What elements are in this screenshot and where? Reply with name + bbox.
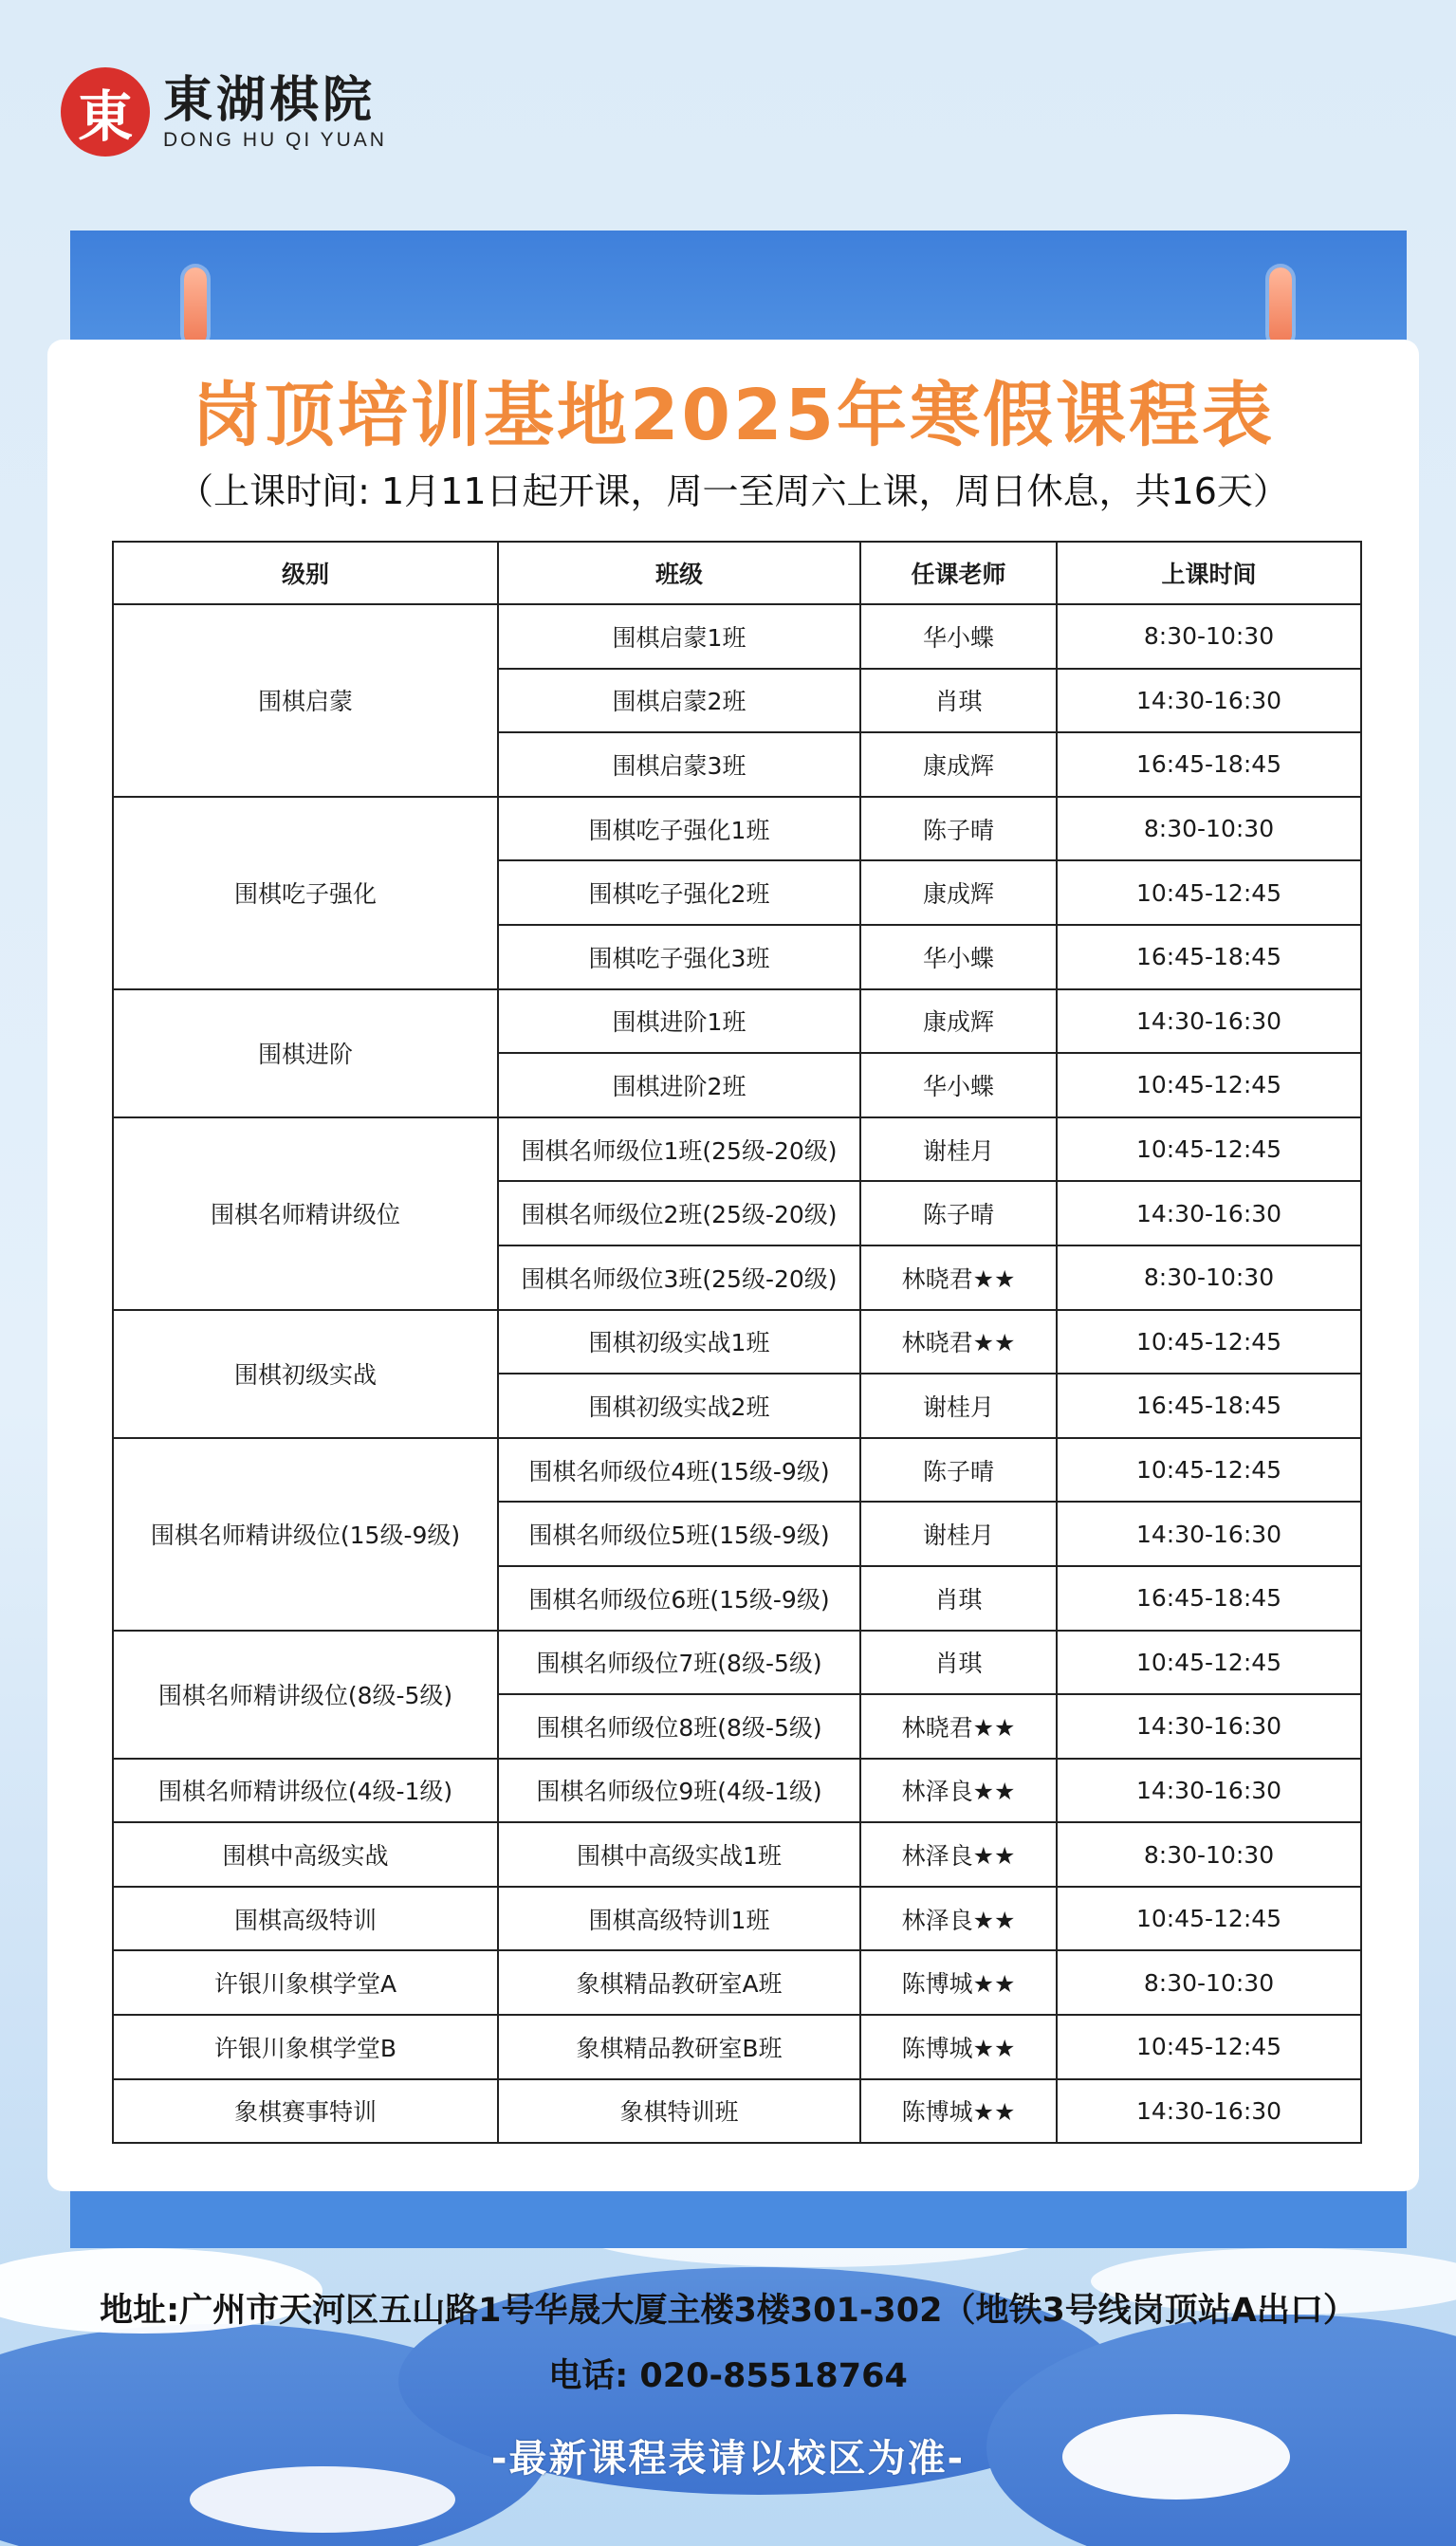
time-cell: 8:30-10:30 (1057, 604, 1361, 669)
class-cell: 围棋名师级位6班(15级-9级) (498, 1566, 860, 1631)
time-cell: 10:45-12:45 (1057, 1631, 1361, 1695)
teacher-cell: 华小蝶 (860, 1053, 1057, 1117)
logo-name-cn: 東湖棋院 (163, 71, 377, 129)
teacher-cell: 肖琪 (860, 1631, 1057, 1695)
teacher-cell: 陈博城★★ (860, 2079, 1057, 2144)
schedule-table (112, 541, 1362, 2144)
level-cell: 象棋赛事特训 (113, 2079, 498, 2144)
teacher-cell: 康成辉 (860, 732, 1057, 797)
time-cell: 14:30-16:30 (1057, 1502, 1361, 1566)
table-row (113, 1887, 1361, 1951)
level-cell: 许银川象棋学堂A (113, 1950, 498, 2015)
teacher-cell: 陈子晴 (860, 797, 1057, 861)
class-cell: 围棋启蒙2班 (498, 669, 860, 733)
class-cell: 围棋名师级位2班(25级-20级) (498, 1181, 860, 1245)
level-cell: 围棋名师精讲级位(15级-9级) (113, 1438, 498, 1631)
time-cell: 8:30-10:30 (1057, 1245, 1361, 1310)
time-cell: 14:30-16:30 (1057, 2079, 1361, 2144)
level-cell: 围棋启蒙 (113, 604, 498, 797)
teacher-cell: 康成辉 (860, 989, 1057, 1054)
time-cell: 16:45-18:45 (1057, 732, 1361, 797)
teacher-cell: 林晓君★★ (860, 1310, 1057, 1374)
schedule-card (47, 340, 1419, 2191)
table-row (113, 604, 1361, 669)
class-cell: 围棋初级实战2班 (498, 1374, 860, 1438)
table-row (113, 2079, 1361, 2144)
teacher-cell: 林晓君★★ (860, 1694, 1057, 1759)
table-row (113, 1759, 1361, 1823)
teacher-cell: 陈子晴 (860, 1438, 1057, 1503)
class-cell: 围棋名师级位8班(8级-5级) (498, 1694, 860, 1759)
class-cell: 围棋高级特训1班 (498, 1887, 860, 1951)
phone-text: 电话: 020-85518764 (548, 2357, 908, 2395)
class-cell: 围棋名师级位4班(15级-9级) (498, 1438, 860, 1503)
time-cell: 14:30-16:30 (1057, 669, 1361, 733)
time-cell: 10:45-12:45 (1057, 860, 1361, 925)
teacher-cell: 陈博城★★ (860, 1950, 1057, 2015)
time-cell: 16:45-18:45 (1057, 925, 1361, 989)
header-level: 级别 (113, 542, 498, 604)
teacher-cell: 谢桂月 (860, 1374, 1057, 1438)
class-cell: 围棋名师级位9班(4级-1级) (498, 1759, 860, 1823)
time-cell: 8:30-10:30 (1057, 797, 1361, 861)
time-cell: 14:30-16:30 (1057, 989, 1361, 1054)
table-row (113, 1822, 1361, 1887)
class-cell: 围棋进阶1班 (498, 989, 860, 1054)
teacher-cell: 肖琪 (860, 1566, 1057, 1631)
teacher-cell: 华小蝶 (860, 925, 1057, 989)
level-cell: 围棋名师精讲级位 (113, 1117, 498, 1310)
class-cell: 围棋进阶2班 (498, 1053, 860, 1117)
teacher-cell: 林泽良★★ (860, 1887, 1057, 1951)
class-cell: 围棋名师级位1班(25级-20级) (498, 1117, 860, 1182)
header-teacher: 任课老师 (860, 542, 1057, 604)
class-cell: 围棋初级实战1班 (498, 1310, 860, 1374)
header-time: 上课时间 (1057, 542, 1361, 604)
class-cell: 围棋吃子强化1班 (498, 797, 860, 861)
level-cell: 围棋进阶 (113, 989, 498, 1117)
header-class: 班级 (498, 542, 860, 604)
table-header-row (113, 542, 1361, 604)
class-cell: 象棋精品教研室A班 (498, 1950, 860, 2015)
table-row (113, 797, 1361, 861)
class-cell: 象棋特训班 (498, 2079, 860, 2144)
table-row (113, 989, 1361, 1054)
class-cell: 象棋精品教研室B班 (498, 2015, 860, 2079)
time-cell: 10:45-12:45 (1057, 1053, 1361, 1117)
page-subtitle: （上课时间: 1月11日起开课，周一至周六上课，周日休息，共16天） (177, 470, 1289, 512)
time-cell: 16:45-18:45 (1057, 1374, 1361, 1438)
table-row (113, 1631, 1361, 1695)
teacher-cell: 康成辉 (860, 860, 1057, 925)
time-cell: 8:30-10:30 (1057, 1822, 1361, 1887)
table-row (113, 1310, 1361, 1374)
schedule-note: -最新课程表请以校区为准- (490, 2437, 966, 2481)
class-cell: 围棋吃子强化2班 (498, 860, 860, 925)
table-row (113, 1117, 1361, 1182)
class-cell: 围棋名师级位3班(25级-20级) (498, 1245, 860, 1310)
time-cell: 16:45-18:45 (1057, 1566, 1361, 1631)
logo (61, 65, 387, 159)
class-cell: 围棋中高级实战1班 (498, 1822, 860, 1887)
class-cell: 围棋吃子强化3班 (498, 925, 860, 989)
teacher-cell: 肖琪 (860, 669, 1057, 733)
class-cell: 围棋名师级位7班(8级-5级) (498, 1631, 860, 1695)
time-cell: 10:45-12:45 (1057, 1438, 1361, 1503)
time-cell: 14:30-16:30 (1057, 1759, 1361, 1823)
time-cell: 10:45-12:45 (1057, 1887, 1361, 1951)
time-cell: 14:30-16:30 (1057, 1694, 1361, 1759)
time-cell: 10:45-12:45 (1057, 1310, 1361, 1374)
time-cell: 8:30-10:30 (1057, 1950, 1361, 2015)
teacher-cell: 陈子晴 (860, 1181, 1057, 1245)
class-cell: 围棋名师级位5班(15级-9级) (498, 1502, 860, 1566)
level-cell: 许银川象棋学堂B (113, 2015, 498, 2079)
table-row (113, 1438, 1361, 1503)
address-text: 地址:广州市天河区五山路1号华晟大厦主楼3楼301-302（地铁3号线岗顶站A出口） (100, 2292, 1356, 2330)
teacher-cell: 林晓君★★ (860, 1245, 1057, 1310)
class-cell: 围棋启蒙3班 (498, 732, 860, 797)
time-cell: 10:45-12:45 (1057, 1117, 1361, 1182)
table-row (113, 1950, 1361, 2015)
level-cell: 围棋名师精讲级位(4级-1级) (113, 1759, 498, 1823)
teacher-cell: 谢桂月 (860, 1117, 1057, 1182)
left-pin (184, 268, 207, 345)
time-cell: 14:30-16:30 (1057, 1181, 1361, 1245)
teacher-cell: 陈博城★★ (860, 2015, 1057, 2079)
right-pin (1269, 268, 1292, 345)
class-cell: 围棋启蒙1班 (498, 604, 860, 669)
teacher-cell: 谢桂月 (860, 1502, 1057, 1566)
teacher-cell: 林泽良★★ (860, 1759, 1057, 1823)
level-cell: 围棋吃子强化 (113, 797, 498, 989)
level-cell: 围棋高级特训 (113, 1887, 498, 1951)
teacher-cell: 林泽良★★ (860, 1822, 1057, 1887)
time-cell: 10:45-12:45 (1057, 2015, 1361, 2079)
table-row (113, 2015, 1361, 2079)
teacher-cell: 华小蝶 (860, 604, 1057, 669)
level-cell: 围棋中高级实战 (113, 1822, 498, 1887)
logo-name-en: DONG HU QI YUAN (163, 129, 387, 151)
logo-mark: 東 (61, 67, 150, 157)
level-cell: 围棋名师精讲级位(8级-5级) (113, 1631, 498, 1759)
level-cell: 围棋初级实战 (113, 1310, 498, 1438)
page-title: 岗顶培训基地2025年寒假课程表 (192, 375, 1275, 456)
blue-board-top (70, 231, 1407, 344)
